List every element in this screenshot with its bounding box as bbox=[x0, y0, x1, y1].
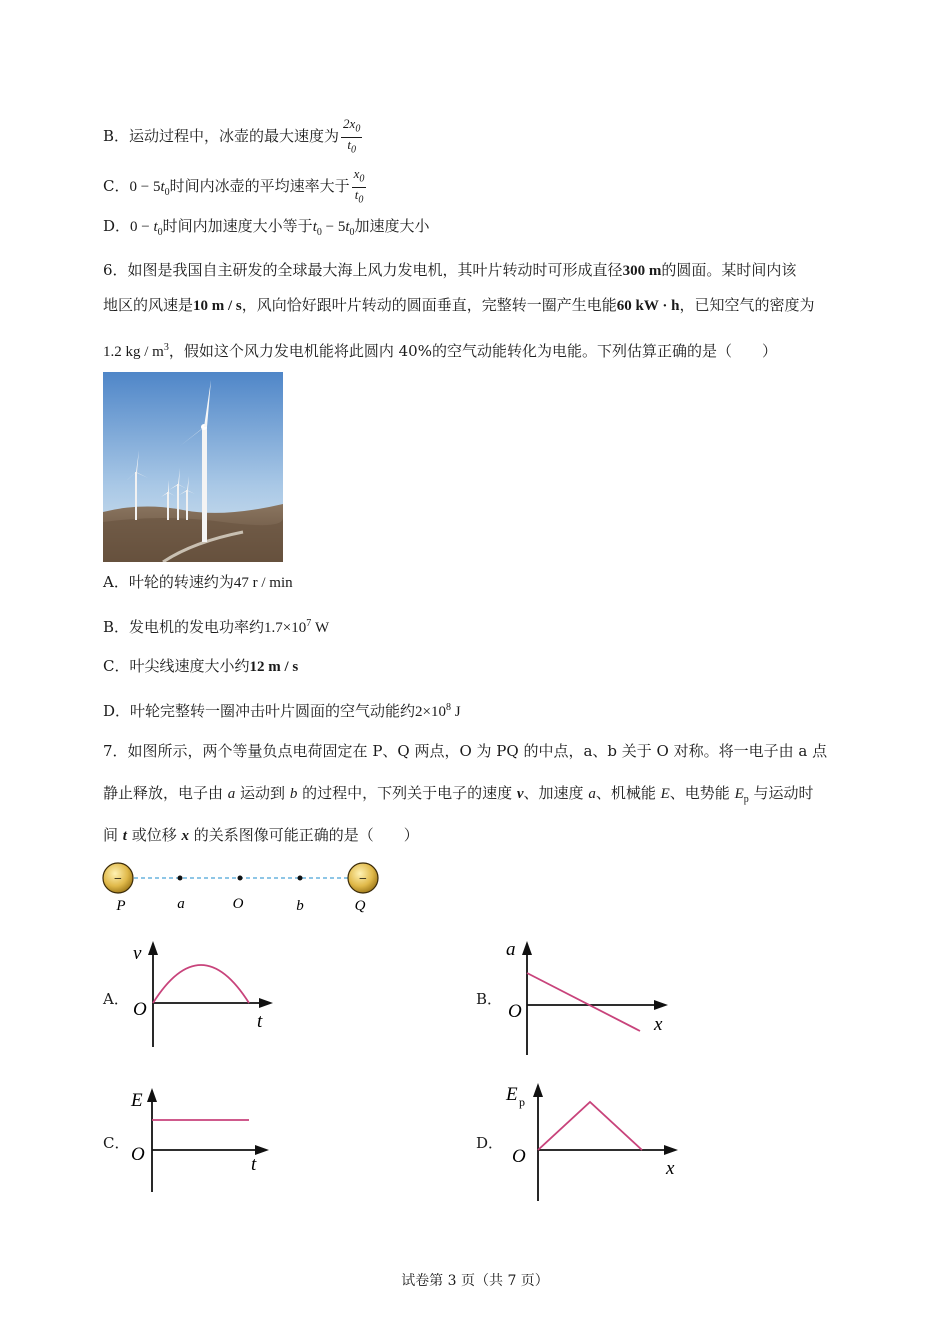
svg-text:p: p bbox=[519, 1095, 525, 1109]
label-p: P bbox=[116, 898, 126, 914]
svg-text:a: a bbox=[506, 939, 516, 960]
option-label: C． bbox=[103, 177, 130, 196]
q6-option-c: C．叶尖线速度大小约12 m / s bbox=[103, 657, 299, 675]
velocity-curve bbox=[153, 965, 249, 1003]
option-label: D． bbox=[103, 217, 131, 235]
charge-p-sign: − bbox=[114, 872, 122, 887]
option-label: B． bbox=[103, 127, 130, 146]
svg-text:O: O bbox=[512, 1146, 526, 1167]
point-b bbox=[298, 876, 303, 881]
q7-stem-line-3: 间 t 或位移 x 的关系图像可能正确的是（ ） bbox=[103, 826, 419, 844]
q6-stem-line-2: 地区的风速是10 m / s，风向恰好跟叶片转动的圆面垂直，完整转一圈产生电能60 kW · h，已知空气的密度为 bbox=[103, 296, 815, 314]
svg-text:O: O bbox=[508, 1001, 522, 1022]
q5-option-c: C．$0 - 5t_0$时间内冰壶的平均速率大于 $\frac{x_0}{t_0}$ bbox=[103, 166, 365, 206]
q5-option-d: D．$0 - t_0$时间内加速度大小等于$t_0 - 5t_0$加速度大小 bbox=[103, 217, 430, 238]
label-a: a bbox=[177, 896, 185, 912]
q6-stem-line-1: 6．如图是我国自主研发的全球最大海上风力发电机，其叶片转动时可形成直径300 m的圆面。某时间内该 bbox=[103, 261, 797, 279]
option-text: 运动过程中，冰壶的最大速度为 bbox=[129, 127, 340, 146]
q7-stem-line-2: 静止释放，电子由 a 运动到 b 的过程中，下列关于电子的速度 v、加速度 a、机械能 E、电势能 $E_p$ 与运动时 bbox=[103, 784, 814, 805]
graph-a-label: A． bbox=[103, 990, 129, 1008]
q6-option-d: D．叶轮完整转一圈冲击叶片圆面的空气动能约$2\times 10^8$ J bbox=[103, 702, 461, 720]
label-o: O bbox=[232, 896, 244, 912]
point-o bbox=[238, 876, 243, 881]
q7-stem-line-1: 7．如图所示，两个等量负点电荷固定在 P、Q 两点，O 为 PQ 的中点，a、b 关于 O 对称。将一电子由 a 点 bbox=[103, 742, 828, 760]
svg-text:x: x bbox=[654, 1014, 663, 1035]
option-text: 时间内冰壶的平均速率大于 bbox=[169, 177, 350, 196]
acceleration-line bbox=[527, 973, 640, 1031]
svg-text:O: O bbox=[131, 1144, 145, 1165]
svg-text:v: v bbox=[133, 943, 142, 964]
svg-text:O: O bbox=[133, 999, 147, 1020]
svg-text:t: t bbox=[257, 1011, 263, 1032]
svg-text:E: E bbox=[506, 1084, 518, 1105]
svg-text:E: E bbox=[131, 1090, 143, 1111]
q5-option-b bbox=[103, 117, 364, 157]
wind-turbine-photo bbox=[103, 372, 283, 562]
graph-b bbox=[500, 935, 680, 1060]
graph-c bbox=[125, 1080, 275, 1195]
fraction: $\frac{x_0}{t_0}$ bbox=[353, 166, 365, 206]
graph-d bbox=[500, 1075, 685, 1205]
q6-option-b: B．发电机的发电功率约$1.7\times 10^7$ W bbox=[103, 618, 330, 636]
potential-energy-line bbox=[538, 1102, 642, 1150]
label-b: b bbox=[296, 898, 304, 914]
svg-text:t: t bbox=[251, 1154, 257, 1175]
q6-option-a: A．叶轮的转速约为47 r / min bbox=[103, 573, 293, 591]
graph-c-label: C． bbox=[103, 1134, 130, 1152]
graph-b-label: B． bbox=[476, 990, 503, 1008]
point-a bbox=[178, 876, 183, 881]
page-footer: 试卷第 3 页（共 7 页） bbox=[401, 1273, 549, 1289]
graph-d-label: D． bbox=[476, 1134, 504, 1152]
charges-diagram bbox=[100, 858, 390, 920]
charge-q-sign: − bbox=[359, 872, 367, 887]
graph-a bbox=[125, 935, 285, 1055]
label-q: Q bbox=[354, 898, 366, 914]
svg-text:x: x bbox=[666, 1158, 675, 1179]
fraction: $\frac{2x_0}{t_0}$ bbox=[343, 116, 361, 156]
q6-stem-line-3: 1.2 kg / $m^3$，假如这个风力发电机能将此圆内 40%的空气动能转化为电能。下列估算正确的是（ ） bbox=[103, 342, 777, 360]
